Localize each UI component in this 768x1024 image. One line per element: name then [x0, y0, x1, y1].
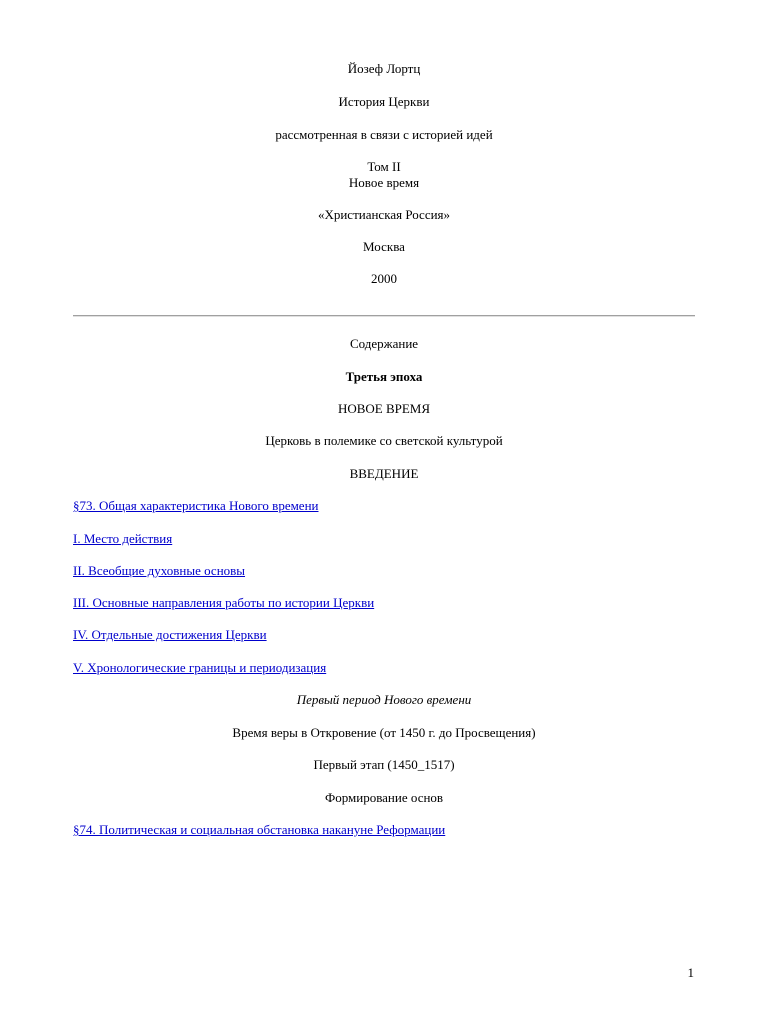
period-heading: Первый период Нового времени: [296, 692, 472, 707]
toc-link-section-73[interactable]: §73. Общая характеристика Нового времени: [73, 498, 319, 513]
page-number: 1: [687, 965, 694, 980]
toc-link-spiritual-foundations[interactable]: II. Всеобщие духовные основы: [73, 563, 246, 578]
contents-heading: Содержание: [349, 336, 419, 351]
publisher: «Христианская Россия»: [317, 207, 451, 222]
toc-entry: [73, 627, 267, 643]
horizontal-divider: [73, 315, 695, 317]
volume-title: Новое время: [348, 175, 420, 190]
toc-entry: [73, 531, 172, 547]
toc-link-church-history-work[interactable]: III. Основные направления работы по истории Церкви: [73, 595, 375, 610]
publication-year: 2000: [371, 271, 397, 286]
toc-link-chronological-boundaries[interactable]: V. Хронологические границы и периодизация: [73, 660, 327, 675]
era-heading: НОВОЕ ВРЕМЯ: [337, 401, 431, 416]
toc-entry: [73, 660, 326, 676]
toc-link-place-of-action[interactable]: I. Место действия: [73, 531, 173, 546]
book-title: История Церкви: [338, 94, 430, 109]
volume-number: Том II: [367, 159, 401, 174]
stage-heading: Первый этап (1450_1517): [313, 757, 455, 772]
author-name: Йозеф Лортц: [347, 61, 421, 76]
toc-entry: [73, 595, 374, 611]
epoch-heading: Третья эпоха: [345, 369, 423, 384]
era-subtitle: Церковь в полемике со светской культурой: [265, 433, 503, 448]
stage-subtitle: Формирование основ: [324, 790, 444, 805]
book-subtitle: рассмотренная в связи с историей идей: [275, 127, 493, 142]
toc-link-church-achievements[interactable]: IV. Отдельные достижения Церкви: [73, 627, 267, 642]
toc-link-section-74[interactable]: §74. Политическая и социальная обстановка накануне Реформации: [73, 822, 446, 837]
publication-city: Москва: [363, 239, 405, 254]
toc-entry: [73, 563, 245, 579]
toc-entry: [73, 822, 445, 838]
toc-entry: [73, 498, 319, 514]
introduction-heading: ВВЕДЕНИЕ: [349, 466, 419, 481]
period-subtitle: Время веры в Откровение (от 1450 г. до Просвещения): [232, 725, 536, 740]
